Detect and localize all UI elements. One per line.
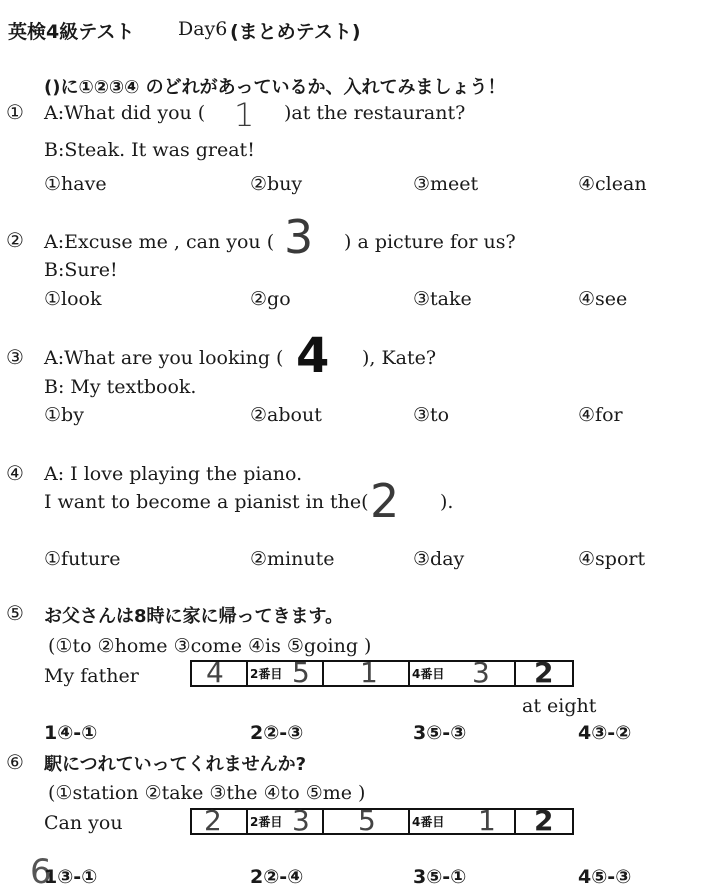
q3-line2: B: My textbook. <box>44 376 197 398</box>
q5-cell-5 <box>516 656 572 689</box>
q5-cell-2-answer: 5 <box>292 656 310 689</box>
q2-option-4: ④see <box>578 288 628 310</box>
q4-option-2: ②minute <box>250 548 335 570</box>
q5-choice-1: 1④-① <box>44 722 98 744</box>
q1-line2: B:Steak. It was great! <box>44 139 255 161</box>
q6-cell-5 <box>516 804 572 837</box>
q5-cell-1-answer: 4 <box>206 656 224 689</box>
q5-cell-3-answer: 1 <box>360 656 378 689</box>
q5-cell-5-answer: 2 <box>534 656 554 689</box>
q5-tail: at eight <box>522 695 597 717</box>
q6-cell-2-answer: 3 <box>292 804 310 837</box>
q3-option-1: ①by <box>44 404 84 426</box>
q1-handwritten-answer: 1 <box>234 96 255 134</box>
q5-lead: My father <box>44 665 139 687</box>
q2-line2: B:Sure! <box>44 259 118 281</box>
q6-prompt: 駅につれていってくれませんか? <box>44 754 307 775</box>
q2-line1-start: A:Excuse me , can you ( <box>44 231 275 253</box>
q6-number: ⑥ <box>6 750 24 774</box>
q5-cell-4-label: 4番目 <box>412 667 445 681</box>
q5-choice-2: 2②-③ <box>250 722 304 744</box>
q5-cell-1 <box>192 656 248 689</box>
q5-choice-3: 3⑤-③ <box>413 722 467 744</box>
q2-option-2: ②go <box>250 288 291 310</box>
q4-line2-start: I want to become a pianist in the( <box>44 491 369 513</box>
q4-line2-end: ). <box>440 491 454 513</box>
q4-option-4: ④sport <box>578 548 646 570</box>
q6-word-list: (①station ②take ③the ④to ⑤me ) <box>48 782 366 804</box>
test-subtitle: (まとめテスト) <box>230 21 361 43</box>
q6-answer-box <box>190 804 574 837</box>
q6-choice-1: 1③-① <box>44 866 98 888</box>
q5-cell-2 <box>248 656 324 689</box>
q2-option-1: ①look <box>44 288 102 310</box>
q4-option-3: ③day <box>413 548 465 570</box>
q6-cell-3 <box>324 804 410 837</box>
q1-option-1: ①have <box>44 173 107 195</box>
q6-cell-5-answer: 2 <box>534 804 554 837</box>
q3-option-4: ④for <box>578 404 623 426</box>
q3-line1-end: ), Kate? <box>362 347 437 369</box>
q6-choice-4: 4⑤-③ <box>578 866 632 888</box>
instruction-text: ()に①②③④ のどれがあっているか、入れてみましょう！ <box>44 77 506 98</box>
q5-prompt: お父さんは8時に家に帰ってきます。 <box>44 606 344 627</box>
q4-number: ④ <box>6 461 24 485</box>
q5-cell-4-answer: 3 <box>472 656 490 689</box>
q3-option-2: ②about <box>250 404 322 426</box>
q2-number: ② <box>6 228 24 252</box>
q1-line1-start: A:What did you ( <box>44 102 206 124</box>
q4-option-1: ①future <box>44 548 121 570</box>
q5-cell-2-label: 2番目 <box>250 667 283 681</box>
q5-choice-4: 4③-② <box>578 722 632 744</box>
q1-number: ① <box>6 100 24 124</box>
q5-cell-4 <box>410 656 516 689</box>
q6-cell-4 <box>410 804 516 837</box>
q3-line1-start: A:What are you looking ( <box>44 347 284 369</box>
q1-line1-end: )at the restaurant? <box>284 102 466 124</box>
q4-line1: A: I love playing the piano. <box>44 463 303 485</box>
q6-cell-1-answer: 2 <box>204 804 222 837</box>
q5-cell-3 <box>324 656 410 689</box>
q6-handwritten-mark: 6 <box>30 852 52 892</box>
q6-cell-2-label: 2番目 <box>250 815 283 829</box>
q3-number: ③ <box>6 345 24 369</box>
test-title: 英検4級テスト <box>8 21 135 43</box>
q1-option-2: ②buy <box>250 173 303 195</box>
q5-word-list: (①to ②home ③come ④is ⑤going ) <box>48 635 372 657</box>
q6-cell-3-answer: 5 <box>358 804 376 837</box>
q2-line1-end: ) a picture for us? <box>344 231 516 253</box>
q6-cell-4-label: 4番目 <box>412 815 445 829</box>
day-label: Day6 <box>178 18 228 40</box>
q2-option-3: ③take <box>413 288 472 310</box>
q3-handwritten-answer: 4 <box>296 328 330 384</box>
q6-choice-2: 2②-④ <box>250 866 304 888</box>
q6-lead: Can you <box>44 812 123 834</box>
q6-cell-1 <box>192 804 248 837</box>
q1-option-4: ④clean <box>578 173 647 195</box>
q3-option-3: ③to <box>413 404 450 426</box>
q5-number: ⑤ <box>6 601 24 625</box>
q6-cell-2 <box>248 804 324 837</box>
q1-option-3: ③meet <box>413 173 479 195</box>
q4-handwritten-answer: 2 <box>370 474 400 528</box>
q6-cell-4-answer: 1 <box>478 804 496 837</box>
q2-handwritten-answer: 3 <box>284 210 314 264</box>
q5-answer-box <box>190 656 574 689</box>
q6-choice-3: 3⑤-① <box>413 866 467 888</box>
